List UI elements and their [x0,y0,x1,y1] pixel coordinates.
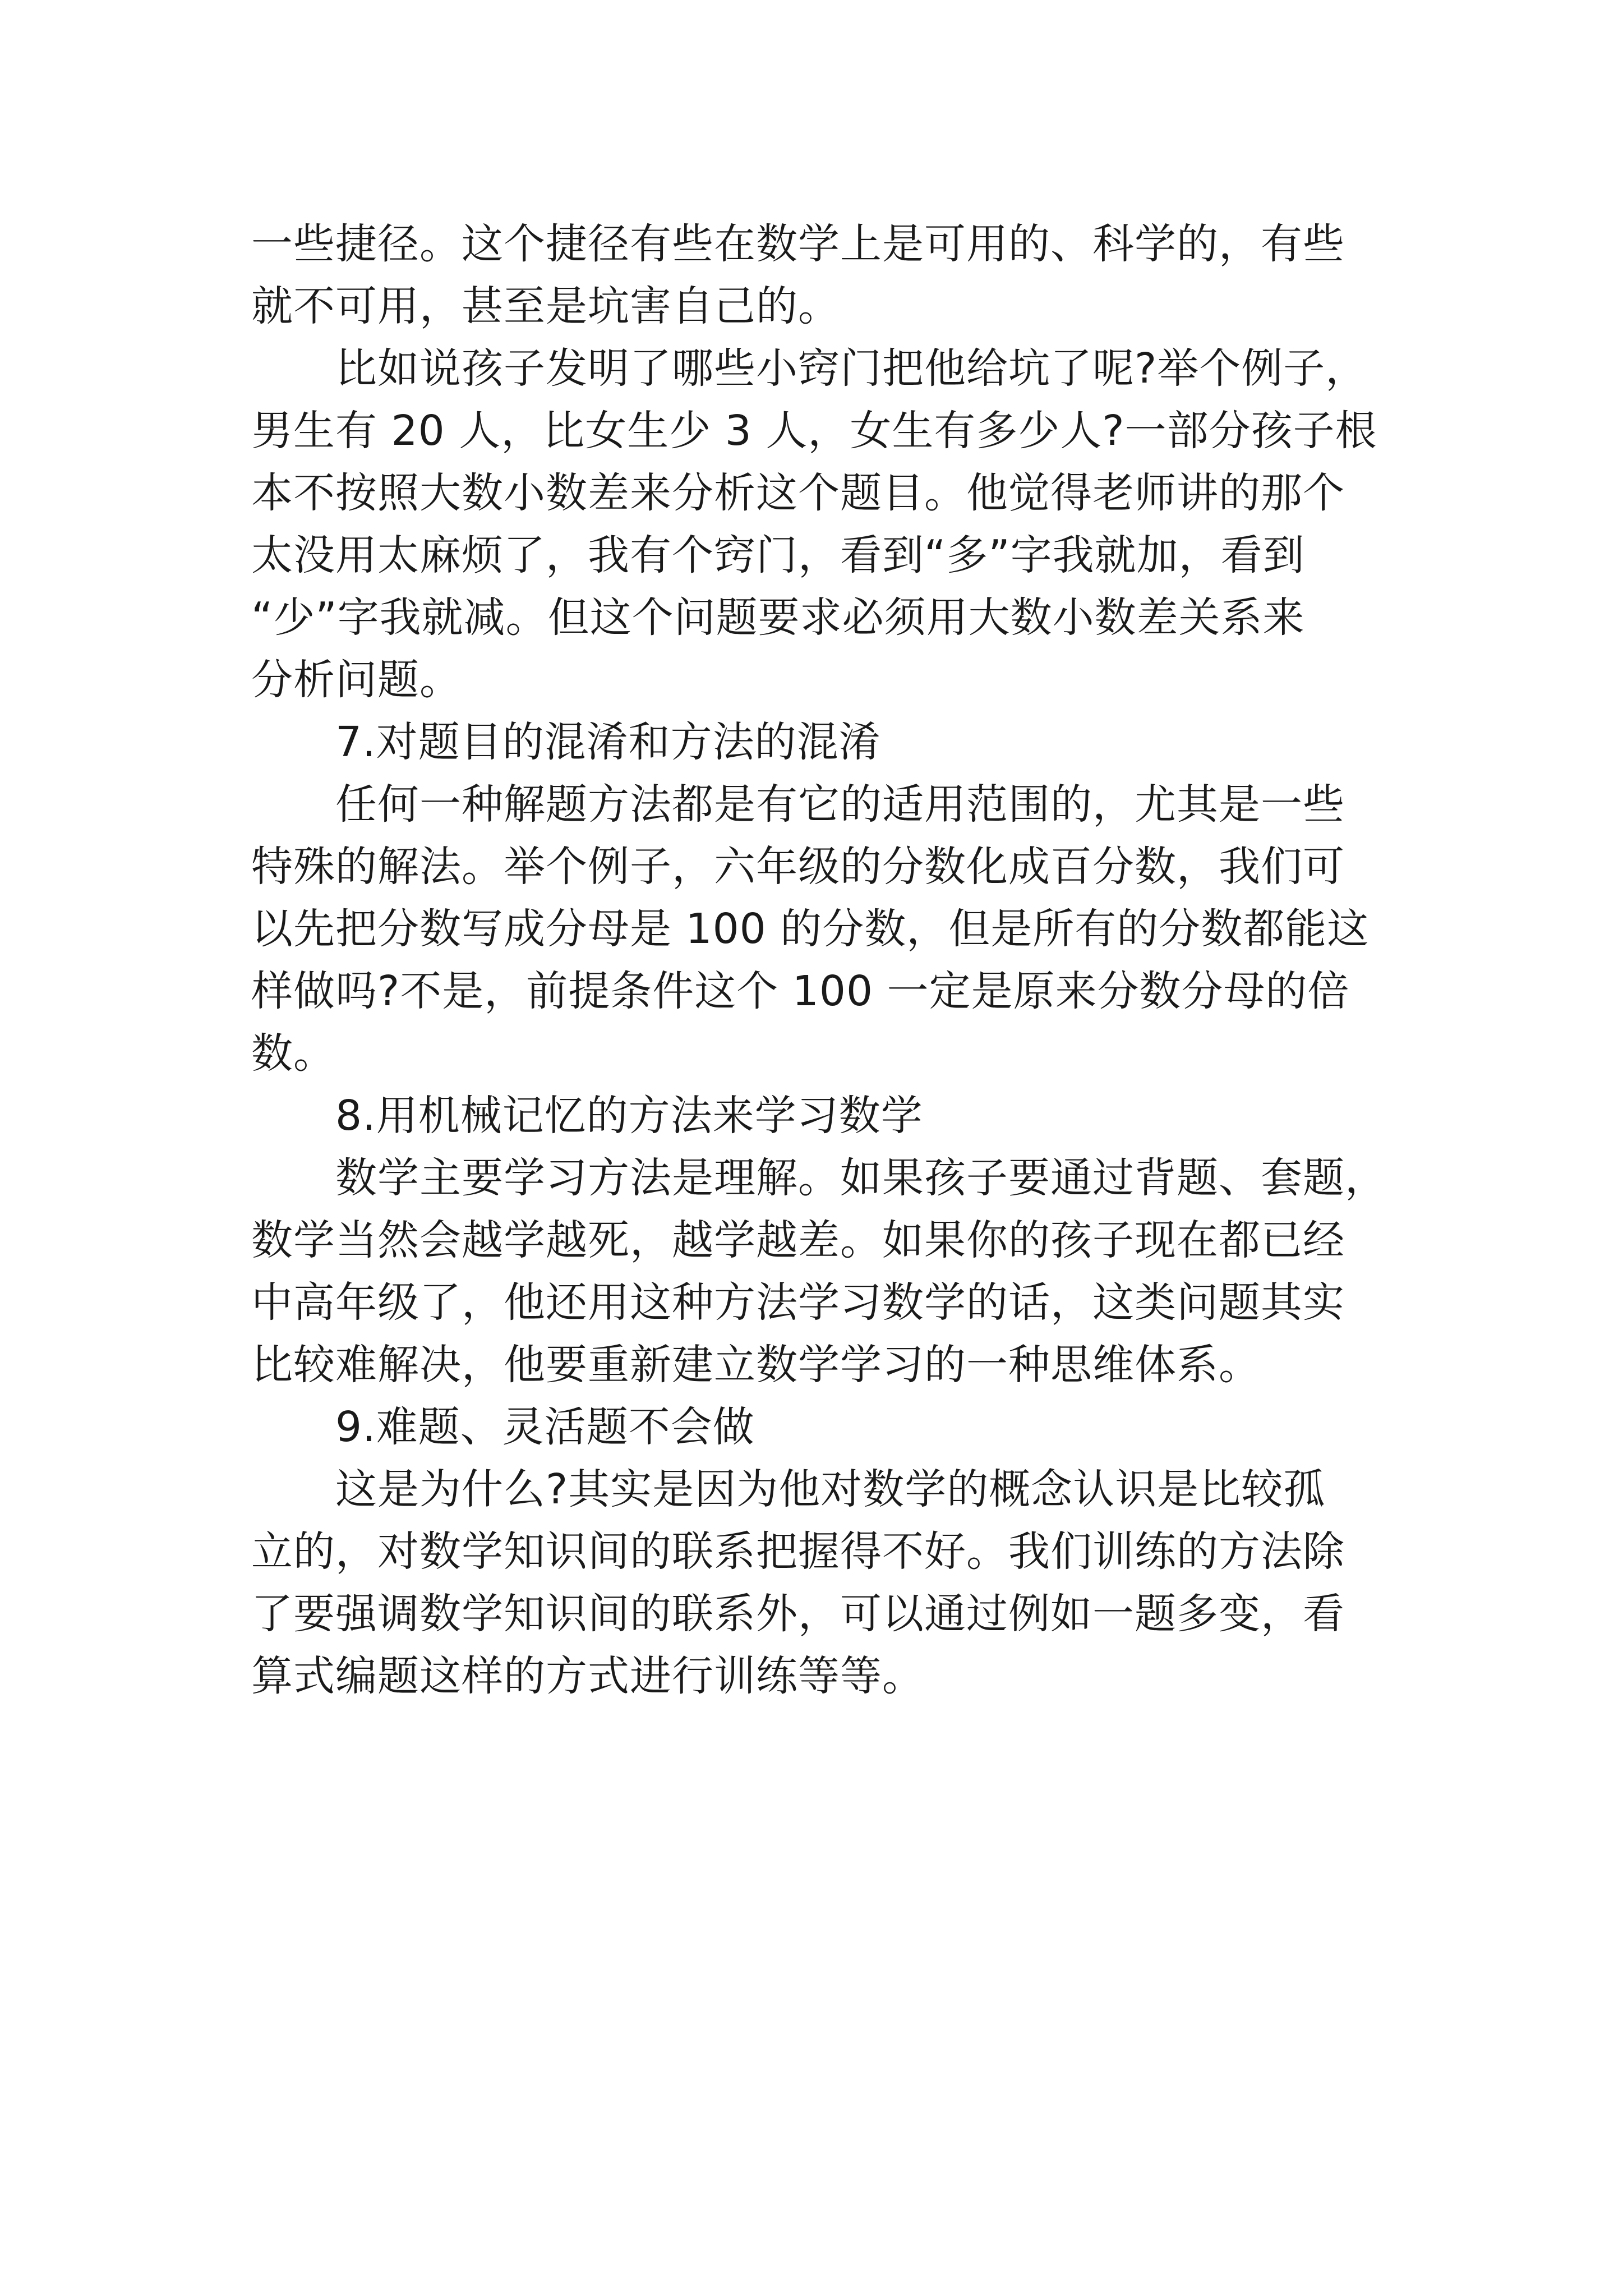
text-line: 就不可用，甚至是坑害自己的。 [251,282,840,330]
text-line: 特殊的解法。举个例子，六年级的分数化成百分数，我们可 [251,843,1345,891]
text-line: 分析问题。 [251,656,462,704]
heading-line: 7.对题目的混淆和方法的混淆 [335,718,881,766]
text-line: 这是为什么?其实是因为他对数学的概念认识是比较孤 [335,1465,1326,1513]
section-heading-8 [251,1085,1378,1147]
document-body [251,213,1387,1708]
section-heading-7 [251,711,1378,774]
text-line: 了要强调数学知识间的联系外，可以通过例如一题多变，看 [251,1590,1345,1638]
text-line: 本不按照大数小数差来分析这个题目。他觉得老师讲的那个 [251,469,1345,517]
text-line: 立的，对数学知识间的联系把握得不好。我们训练的方法除 [251,1527,1345,1576]
text-line: 比如说孩子发明了哪些小窍门把他给坑了呢?举个例子， [335,344,1368,393]
text-line: 数学当然会越学越死，越学越差。如果你的孩子现在都已经 [251,1216,1345,1264]
text-line: 数学主要学习方法是理解。如果孩子要通过背题、套题， [335,1154,1387,1202]
paragraph-continuation [251,213,1378,338]
heading-line: 9.难题、灵活题不会做 [335,1403,755,1451]
section-heading-9 [251,1396,1378,1458]
text-line: 数。 [251,1029,335,1078]
text-line: 太没用太麻烦了，我有个窍门，看到“多”字我就加，看到 [251,531,1305,579]
text-line: 比较难解决，他要重新建立数学学习的一种思维体系。 [251,1341,1261,1389]
text-line: 样做吗?不是，前提条件这个 100 一定是原来分数分母的倍 [251,967,1350,1015]
text-line: “少”字我就减。但这个问题要求必须用大数小数差关系来 [251,593,1305,642]
paragraph-shortcut-example [251,338,1378,711]
paragraph-rote-memory [251,1147,1387,1396]
paragraph-hard-problems [251,1458,1378,1708]
text-line: 中高年级了，他还用这种方法学习数学的话，这类问题其实 [251,1278,1345,1327]
text-line: 男生有 20 人，比女生少 3 人，女生有多少人?一部分孩子根 [251,407,1377,455]
text-line: 一些捷径。这个捷径有些在数学上是可用的、科学的，有些 [251,220,1345,268]
text-line: 算式编题这样的方式进行训练等等。 [251,1652,924,1700]
paragraph-method-scope [251,774,1378,1085]
text-line: 任何一种解题方法都是有它的适用范围的，尤其是一些 [335,780,1345,829]
heading-line: 8.用机械记忆的方法来学习数学 [335,1092,923,1140]
text-line: 以先把分数写成分母是 100 的分数，但是所有的分数都能这 [251,905,1370,953]
